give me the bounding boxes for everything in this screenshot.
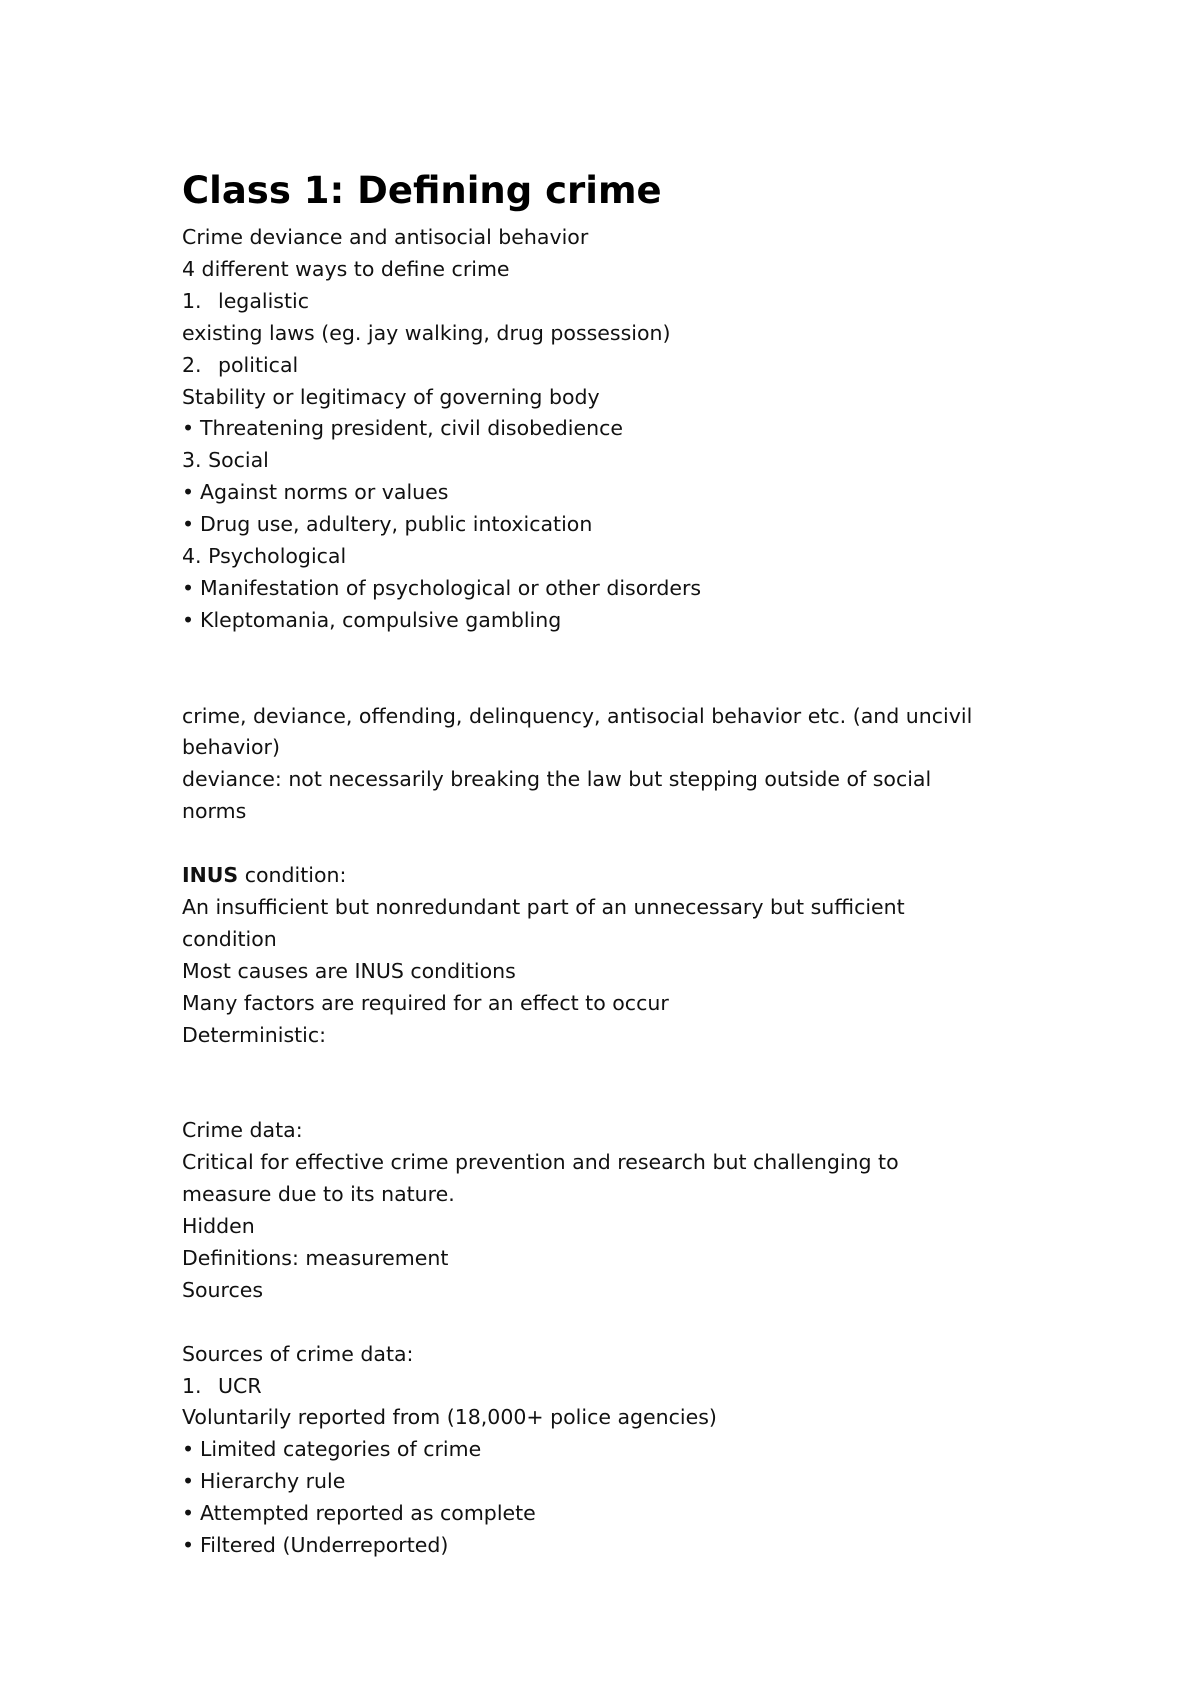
item-number: 1.: [182, 1373, 202, 1398]
spacer: [182, 1307, 1022, 1339]
bullet-icon: •: [182, 416, 195, 441]
spacer: [182, 828, 1022, 860]
spacer: [182, 669, 1022, 701]
inus-heading-rest: condition:: [238, 863, 347, 888]
bullet-text: Against norms or values: [200, 480, 449, 505]
bullet-item: [182, 509, 1022, 541]
spacer: [182, 637, 1022, 669]
item-label: legalistic: [218, 288, 309, 313]
bullet-item: [182, 413, 1022, 445]
bullet-icon: •: [182, 1469, 195, 1494]
bullet-item: [182, 1530, 1022, 1562]
bullet-icon: •: [182, 1533, 195, 1558]
text-line: Deterministic:: [182, 1022, 327, 1047]
spacer: [182, 1052, 1022, 1084]
bullet-icon: •: [182, 1437, 195, 1462]
section-subtitle: Crime deviance and antisocial behavior: [182, 225, 589, 249]
bullet-icon: •: [182, 1501, 195, 1526]
bullet-item: [182, 477, 1022, 509]
bullet-icon: •: [182, 607, 195, 632]
paragraph-line: Critical for effective crime prevention and research but challenging to: [182, 1150, 899, 1175]
paragraph-line: measure due to its nature.: [182, 1182, 455, 1207]
bullet-item: [182, 1466, 1022, 1498]
bullet-text: Filtered (Underreported): [200, 1533, 449, 1558]
intro-line: 4 different ways to define crime: [182, 256, 510, 281]
text-line: Most causes are INUS conditions: [182, 958, 516, 983]
inus-heading: [182, 860, 1022, 892]
bullet-icon: •: [182, 512, 195, 537]
text-line: Sources: [182, 1277, 264, 1302]
numbered-item-social: 3. Social: [182, 448, 269, 473]
item-label: political: [218, 352, 299, 377]
item-number: 2.: [182, 352, 202, 377]
paragraph-line: crime, deviance, offending, delinquency, antisocial behavior etc. (and uncivil: [182, 703, 973, 728]
crime-data-heading: Crime data:: [182, 1118, 303, 1143]
bullet-item: [182, 605, 1022, 637]
document-body: [182, 160, 1022, 1562]
bullet-text: Manifestation of psychological or other disorders: [200, 575, 702, 600]
numbered-item-ucr: [182, 1371, 1022, 1403]
item-description: existing laws (eg. jay walking, drug possession): [182, 320, 671, 345]
paragraph-line: norms: [182, 799, 247, 824]
bullet-text: Drug use, adultery, public intoxication: [200, 512, 593, 537]
paragraph-line: deviance: not necessarily breaking the law but stepping outside of social: [182, 767, 932, 792]
bullet-text: Kleptomania, compulsive gambling: [200, 607, 562, 632]
bullet-icon: •: [182, 480, 195, 505]
bullet-text: Threatening president, civil disobedience: [200, 416, 623, 441]
inus-term: INUS: [182, 863, 239, 888]
spacer: [182, 1083, 1022, 1115]
bullet-text: Attempted reported as complete: [200, 1501, 536, 1526]
text-line: Many factors are required for an effect to occur: [182, 990, 669, 1015]
text-line: Hidden: [182, 1214, 255, 1239]
numbered-item-psychological: 4. Psychological: [182, 544, 347, 569]
bullet-icon: •: [182, 575, 195, 600]
paragraph-line: behavior): [182, 735, 280, 760]
item-label: UCR: [218, 1373, 262, 1398]
item-number: 1.: [182, 288, 202, 313]
page-title: Class 1: Defining crime: [182, 169, 662, 212]
numbered-item-political: [182, 350, 1022, 382]
bullet-item: [182, 1434, 1022, 1466]
item-description: Stability or legitimacy of governing body: [182, 384, 600, 409]
paragraph-line: An insufficient but nonredundant part of an unnecessary but sufficient: [182, 894, 905, 919]
paragraph-line: condition: [182, 926, 277, 951]
numbered-item-legalistic: [182, 286, 1022, 318]
bullet-text: Hierarchy rule: [200, 1469, 346, 1494]
bullet-item: [182, 1498, 1022, 1530]
bullet-text: Limited categories of crime: [200, 1437, 482, 1462]
item-description: Voluntarily reported from (18,000+ police agencies): [182, 1405, 717, 1430]
sources-heading: Sources of crime data:: [182, 1341, 414, 1366]
text-line: Definitions: measurement: [182, 1245, 449, 1270]
bullet-item: [182, 573, 1022, 605]
